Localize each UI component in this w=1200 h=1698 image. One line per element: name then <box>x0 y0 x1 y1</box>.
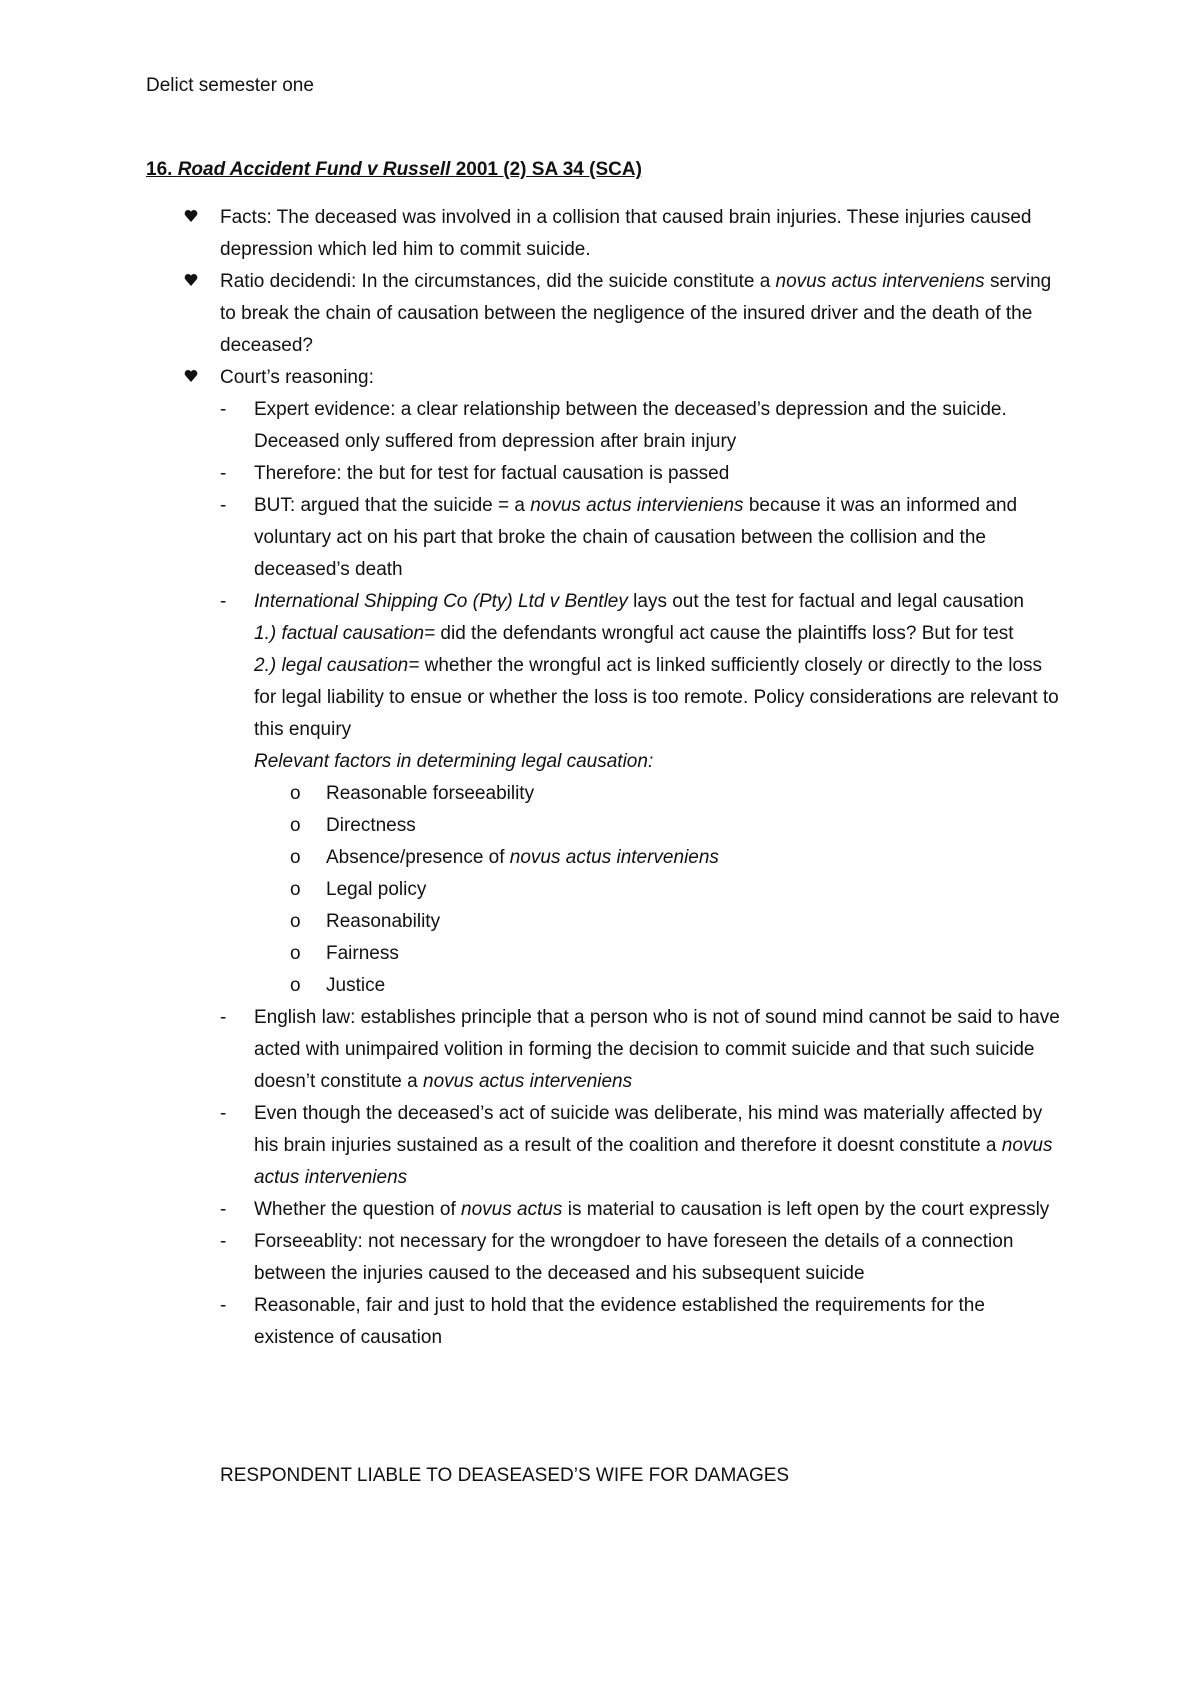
heart-bullet-icon <box>184 369 198 383</box>
legal-causation-para <box>254 650 1066 746</box>
factors-heading: Relevant factors in determining legal causation: <box>254 751 654 772</box>
dash-bullet: - <box>220 591 227 612</box>
factor-text: Absence/presence of <box>326 847 505 868</box>
list-item <box>254 938 1066 970</box>
factual-causation-label: 1.) factual causation= <box>254 623 436 644</box>
factor-text: Directness <box>326 815 416 836</box>
factor-text: Reasonable forseeability <box>326 783 535 804</box>
factual-causation-text: did the defendants wrongful act cause the plaintiffs loss? But for test <box>440 623 1014 644</box>
but-text-after: because it was an informed and voluntary act on his part that broke the chain of causation between the collision and the deceased’s death <box>254 495 1018 580</box>
english-law-text: English law: establishes principle that a person who is not of sound mind cannot be said to have acted with unimpaired volition in forming the decision to commit suicide and that such suicide doesn’t constitute a <box>254 1007 1060 1092</box>
ratio-item <box>146 266 1066 362</box>
facts-label: Facts: <box>220 207 272 228</box>
facts-text: The deceased was involved in a collision that caused brain injuries. These injuries caused depression which led him to commit suicide. <box>220 207 1032 260</box>
but-text-before: BUT: argued that the suicide = a <box>254 495 525 516</box>
ratio-label: Ratio decidendi: <box>220 271 357 292</box>
factor-text: Justice <box>326 975 386 996</box>
list-item <box>254 842 1066 874</box>
forseeability-text: Forseeablity: not necessary for the wrongdoer to have foreseen the details of a connection between the injuries caused to the deceased and his subsequent suicide <box>254 1231 1014 1284</box>
circle-bullet: o <box>290 783 301 804</box>
case-citation: 2001 (2) SA 34 (SCA) <box>455 159 642 180</box>
intl-shipping-text: lays out the test for factual and legal causation <box>633 591 1024 612</box>
legal-causation-text: whether the wrongful act is linked sufficiently closely or directly to the loss for legal liability to ensue or whether the loss is too remote. Policy considerations are relevant to this enquiry <box>254 655 1059 740</box>
intl-shipping-case: International Shipping Co (Pty) Ltd v Bentley <box>254 591 628 612</box>
whether-italic: novus actus <box>461 1199 563 1220</box>
list-item <box>254 810 1066 842</box>
factors-list <box>254 778 1066 1002</box>
factor-italic: novus actus interveniens <box>509 847 719 868</box>
factor-text: Legal policy <box>326 879 427 900</box>
dash-bullet: - <box>220 1199 227 1220</box>
reasoning-list <box>146 394 1066 1354</box>
facts-item <box>146 202 1066 266</box>
page-header: Delict semester one <box>146 75 314 96</box>
reasonable-text: Reasonable, fair and just to hold that the evidence established the requirements for the existence of causation <box>254 1295 985 1348</box>
whether-text-after: is material to causation is left open by the court expressly <box>567 1199 1050 1220</box>
list-item <box>146 1002 1066 1098</box>
dash-bullet: - <box>220 1295 227 1316</box>
list-item <box>146 458 1066 490</box>
heart-bullet-icon <box>184 273 198 287</box>
list-item <box>146 1290 1066 1354</box>
expert-evidence-text: Expert evidence: a clear relationship between the deceased’s depression and the suicide. Deceased only suffered from depression after brain injury <box>254 399 1007 452</box>
dash-bullet: - <box>220 1231 227 1252</box>
case-title <box>146 154 642 186</box>
circle-bullet: o <box>290 879 301 900</box>
reasoning-label: Court’s reasoning: <box>220 367 374 388</box>
list-item <box>146 1098 1066 1194</box>
factual-causation-para <box>254 618 1066 650</box>
circle-bullet: o <box>290 975 301 996</box>
case-notes <box>146 202 1066 1354</box>
conclusion: RESPONDENT LIABLE TO DEASEASED’S WIFE FOR DAMAGES <box>220 1465 790 1486</box>
heart-bullet-icon <box>184 209 198 223</box>
ratio-text-after: serving to break the chain of causation between the negligence of the insured driver and the death of the deceased? <box>220 271 1052 356</box>
factor-text: Reasonability <box>326 911 441 932</box>
list-item <box>146 586 1066 1002</box>
list-item <box>146 394 1066 458</box>
ratio-italic: novus actus interveniens <box>775 271 985 292</box>
list-item <box>146 490 1066 586</box>
list-item <box>146 1194 1066 1226</box>
list-item <box>254 906 1066 938</box>
circle-bullet: o <box>290 943 301 964</box>
circle-bullet: o <box>290 911 301 932</box>
even-though-text: Even though the deceased’s act of suicide was deliberate, his mind was materially affected by his brain injuries sustained as a result of the coalition and therefore it doesnt constitute a <box>254 1103 1043 1156</box>
reasoning-item <box>146 362 1066 394</box>
list-item <box>146 1226 1066 1290</box>
ratio-text-before: In the circumstances, did the suicide constitute a <box>361 271 771 292</box>
whether-text-before: Whether the question of <box>254 1199 456 1220</box>
therefore-text: Therefore: the but for test for factual causation is passed <box>254 463 730 484</box>
factors-heading-para <box>254 746 1066 778</box>
dash-bullet: - <box>220 463 227 484</box>
list-item <box>254 970 1066 1002</box>
english-law-italic: novus actus interveniens <box>423 1071 633 1092</box>
dash-bullet: - <box>220 495 227 516</box>
circle-bullet: o <box>290 847 301 868</box>
dash-bullet: - <box>220 1007 227 1028</box>
but-italic: novus actus intervieniens <box>530 495 744 516</box>
case-number: 16. <box>146 159 173 180</box>
list-item <box>254 874 1066 906</box>
list-item <box>254 778 1066 810</box>
legal-causation-label: 2.) legal causation= <box>254 655 420 676</box>
case-name: Road Accident Fund v Russell <box>177 159 451 180</box>
factor-text: Fairness <box>326 943 399 964</box>
dash-bullet: - <box>220 1103 227 1124</box>
even-though-italic: novus actus interveniens <box>254 1135 1053 1188</box>
dash-bullet: - <box>220 399 227 420</box>
circle-bullet: o <box>290 815 301 836</box>
